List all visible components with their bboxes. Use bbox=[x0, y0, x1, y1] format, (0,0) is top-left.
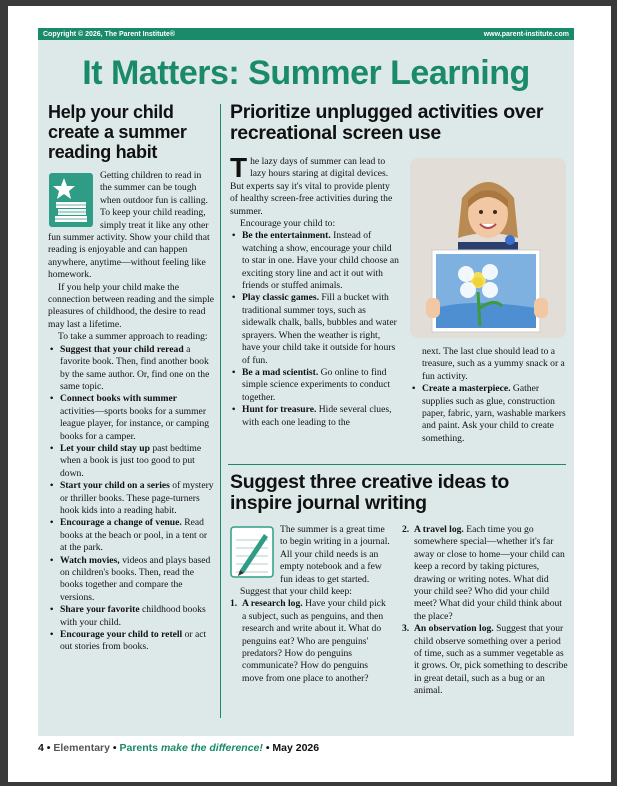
reading-habit-intro: Getting children to read in the summer can be tough when outdoor fun is calling. To keep your child reading, simply treat it like any other fun summer activity. Show your child that reading is enjoyable and can happen anywhere, anytime—without feeling like homework. bbox=[48, 170, 210, 281]
list-item: 1. A research log. Have your child pick a subject, such as penguins, and then research and write about it. What do penguins eat? Who are penguins' predators? How do penguins communicate? How do penguins move from one place to another? bbox=[230, 598, 386, 684]
drop-cap: T bbox=[230, 152, 248, 183]
reading-habit-article bbox=[48, 102, 214, 654]
list-item: 3. An observation log. Suggest that your child observe something over a period of time, such as a summer vegetable as it grows. Or, pick something to describe in great detail, such as a bug or an animal. bbox=[402, 623, 568, 697]
journal-article bbox=[230, 524, 390, 685]
books-icon bbox=[48, 172, 94, 228]
reading-habit-para3: To take a summer approach to reading: bbox=[58, 331, 208, 343]
unplugged-article-cont bbox=[410, 346, 568, 445]
reading-tips-list bbox=[48, 344, 214, 654]
unplugged-list-cont bbox=[410, 383, 568, 445]
journal-intro-wrap bbox=[230, 524, 390, 586]
page-number: 4 bbox=[38, 742, 44, 754]
page-title: It Matters: Summer Learning bbox=[82, 54, 530, 92]
girl-with-painting-photo bbox=[410, 158, 566, 338]
journal-list bbox=[230, 598, 390, 685]
list-item: • Start your child on a series of mystery or thriller books. These page-turners hook kids into a reading habit. bbox=[48, 480, 214, 517]
top-banner bbox=[38, 28, 574, 40]
list-item: • Share your favorite childhood books with your child. bbox=[48, 604, 214, 629]
list-item: • Be the entertainment. Instead of watching a show, encourage your child to star in one. Have your child choose an exciting story line and act it out with friends or stuffed animals. bbox=[230, 230, 400, 292]
unplugged-intro: he lazy days of summer can lead to lazy hours staring at digital devices. But experts say it's vital to provide plenty of healthy screen-free activities during the summer. bbox=[230, 156, 393, 217]
unplugged-lead: Encourage your child to: bbox=[240, 218, 336, 230]
grade-level: Elementary bbox=[53, 742, 110, 754]
list-item: • Suggest that your child reread a favorite book. Then, find another book by the same author. Or, find one on the same topic. bbox=[48, 344, 214, 394]
list-item: • Watch movies, videos and plays based on children's books. Then, read the books together and compare the versions. bbox=[48, 555, 214, 605]
list-item: • Connect books with summer activities—sports books for a summer league player, for instance, or camping books for a camper. bbox=[48, 393, 214, 443]
column-divider bbox=[220, 104, 221, 718]
unplugged-heading: Prioritize unplugged activities over recreational screen use bbox=[230, 101, 544, 144]
list-item: • Be a mad scientist. Go online to find simple science experiments to conduct together. bbox=[230, 367, 400, 404]
list-item: • Play classic games. Fill a bucket with traditional summer toys, such as sidewalk chalk, balls, bubbles and water sprayers. When the weather is right, have your child take it outside for hours of fun. bbox=[230, 292, 400, 366]
unplugged-article bbox=[230, 152, 400, 429]
list-item: • Encourage a change of venue. Read books at the beach or pool, in a tent or at the park. bbox=[48, 517, 214, 554]
journal-lead: Suggest that your child keep: bbox=[240, 586, 352, 598]
journal-article-cont bbox=[402, 524, 568, 698]
reading-habit-para2: If you help your child make the connection between reading and the simple pleasures of childhood, the desire to read may last a lifetime. bbox=[48, 281, 214, 330]
list-item: 2. A travel log. Each time you go somewhere special—whether it's far away or close to home—your child can keep a record by taking pictures, drawing or writing notes. What did your child see? Who did your child meet? What did your child think about the place? bbox=[402, 524, 565, 622]
newsletter-panel bbox=[38, 40, 574, 736]
journal-list-cont bbox=[402, 524, 568, 698]
brand-name: Parents make the difference! bbox=[119, 742, 263, 754]
unplugged-intro-wrap bbox=[230, 152, 400, 218]
reading-habit-heading: Help your child create a summer reading habit bbox=[48, 102, 187, 162]
issue-date: May 2026 bbox=[272, 742, 320, 754]
unplugged-list bbox=[230, 230, 400, 429]
section-divider bbox=[228, 464, 566, 465]
pen-notebook-icon bbox=[230, 526, 274, 578]
list-item: • Encourage your child to retell or act out stories from books. bbox=[48, 629, 214, 654]
list-item: • Hunt for treasure. Hide several clues, with each one leading to the bbox=[230, 404, 400, 429]
journal-intro: The summer is a great time to begin writing in a journal. All your child needs is an empty notebook and a few fun ideas to get started. bbox=[280, 524, 390, 585]
page-footer: 4 • Elementary • Parents make the difference! • May 2026 bbox=[38, 742, 320, 754]
website-url: www.parent-institute.com bbox=[483, 30, 569, 38]
copyright-text: Copyright © 2026, The Parent Institute® bbox=[43, 30, 176, 38]
journal-heading: Suggest three creative ideas to inspire journal writing bbox=[230, 471, 509, 514]
list-item: • Let your child stay up past bedtime when a book is just too good to put down. bbox=[48, 443, 214, 480]
list-item: • Create a masterpiece. Gather supplies such as glue, construction paper, fabric, yarn, washable markers and paint. Ask your child to create something. bbox=[410, 383, 568, 445]
reading-habit-intro-wrap bbox=[48, 170, 214, 282]
unplugged-cont: next. The last clue should lead to a treasure, such as a yummy snack or a fun activity. bbox=[422, 346, 565, 382]
